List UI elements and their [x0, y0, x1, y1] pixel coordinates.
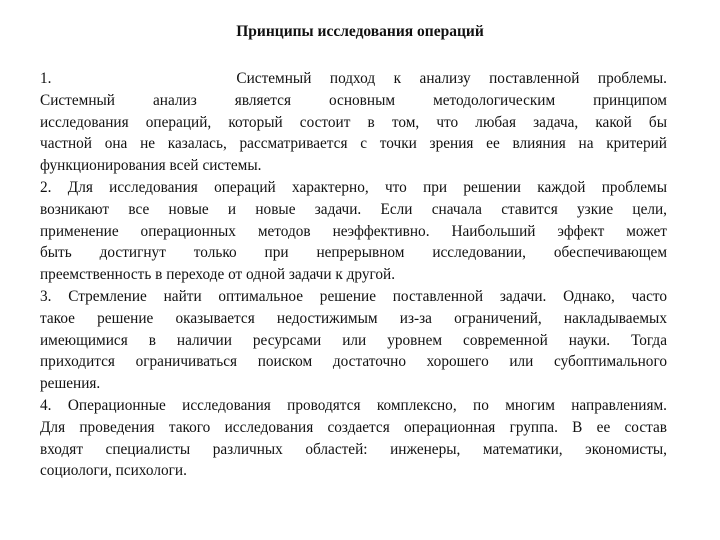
page-title: Принципы исследования операций — [236, 23, 484, 40]
list-item-3 — [34, 286, 667, 395]
item-2-line-2: возникают все новые и новые задачи. Если сначала ставится узкие цели, — [40, 200, 667, 218]
item-2-line-5: преемственность в переходе от одной задачи к другой. — [40, 266, 396, 284]
item-2-number: 2. — [40, 178, 52, 196]
item-3-line-4: приходится ограничиваться поиском достаточно хорошего или субоптимального — [40, 353, 667, 371]
item-1-line-5: функционирования всей системы. — [40, 157, 262, 175]
list-item-1 — [34, 68, 667, 177]
principles-list — [34, 68, 667, 482]
item-1-line-2: Системный анализ является основным методологическим принципом — [40, 91, 667, 109]
item-4-number: 4. — [40, 396, 52, 414]
item-2-line-3: применение операционных методов неэффективно. Наибольший эффект может — [40, 222, 667, 240]
item-4-line-2: Для проведения такого исследования создается операционная группа. В ее состав — [40, 418, 667, 436]
item-1-number: 1. — [40, 70, 52, 87]
item-4-line-3: входят специалисты различных областей: инженеры, математики, экономисты, — [40, 440, 667, 458]
item-2-line-4: быть достигнут только при непрерывном исследовании, обеспечивающем — [40, 244, 667, 262]
list-item-4 — [34, 395, 667, 482]
item-3-line-5: решения. — [40, 375, 101, 393]
item-1-line-4: частной она не казалась, рассматривается с точки зрения ее влияния на критерий — [40, 135, 667, 153]
item-4-line-4: социологи, психологи. — [40, 462, 187, 480]
item-3-line-2: такое решение оказывается недостижимым из-за ограничений, накладываемых — [40, 309, 667, 327]
list-item-2 — [34, 177, 667, 286]
item-3-line-1: 3. Стремление найти оптимальное решение поставленной задачи. Однако, часто — [40, 287, 668, 305]
item-4-line-1: 4. Операционные исследования проводятся комплексно, по многим направлениям. — [40, 396, 668, 414]
item-2-line-1: 2. Для исследования операций характерно, что при решении каждой проблемы — [40, 178, 667, 196]
item-3-line-3: имеющимися в наличии ресурсами или уровнем современной науки. Тогда — [40, 331, 667, 349]
item-1-line-3: исследования операций, который состоит в том, что любая задача, какой бы — [40, 113, 667, 131]
item-1-line-1: 1. Системный подход к анализу поставленной проблемы. — [40, 70, 668, 87]
item-3-number: 3. — [40, 287, 52, 305]
